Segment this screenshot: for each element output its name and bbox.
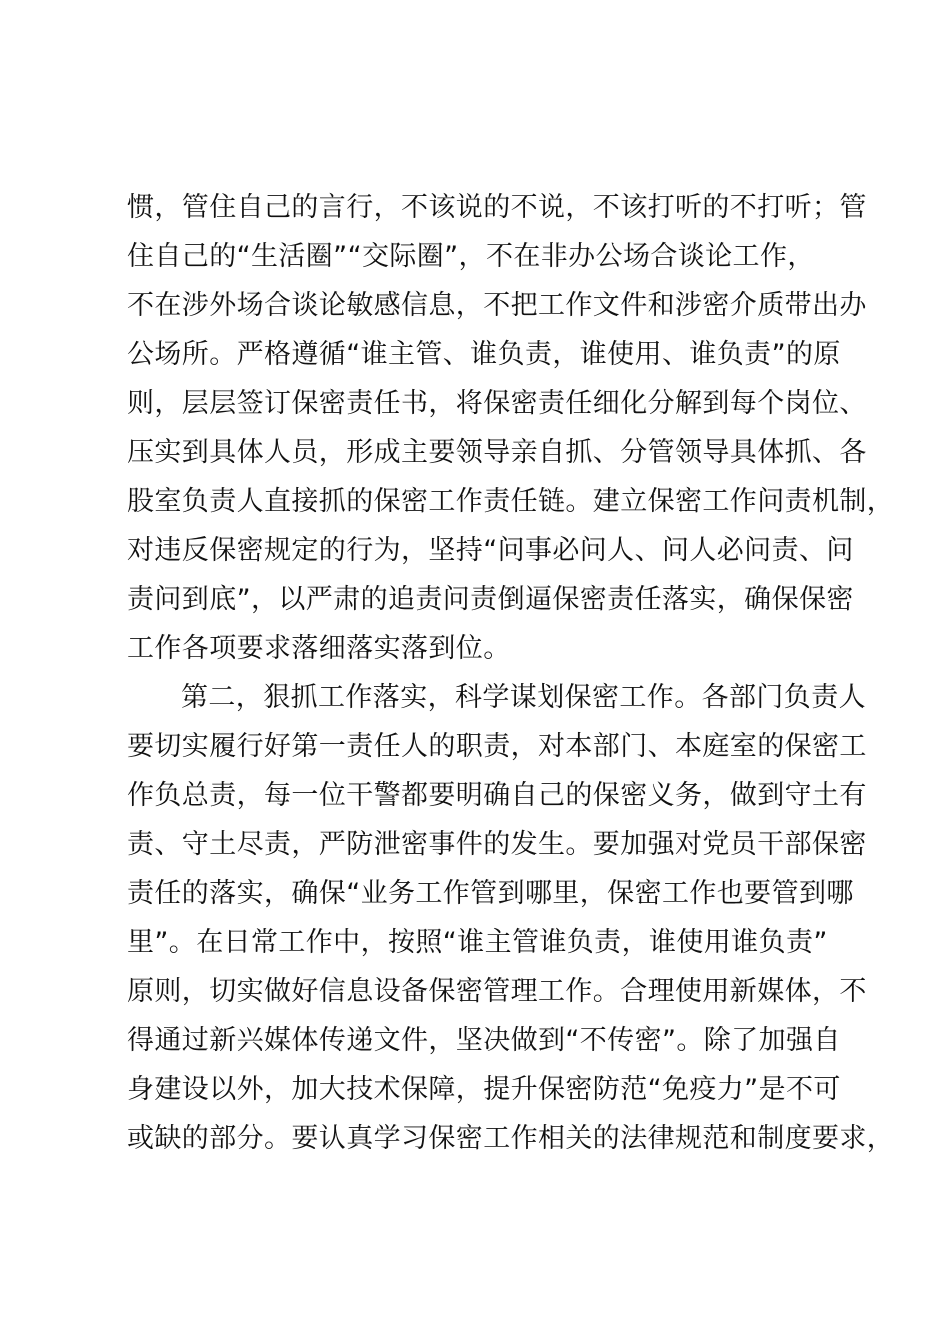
body-text — [127, 183, 895, 1163]
text-line: 公场所。严格遵循“谁主管、谁负责，谁使用、谁负责”的原 — [127, 339, 841, 370]
text-line: 里”。在日常工作中，按照“谁主管谁负责，谁使用谁负责” — [127, 927, 828, 958]
text-line: 或缺的部分。要认真学习保密工作相关的法律规范和制度要求， — [127, 1123, 895, 1154]
text-line: 惯，管住自己的言行，不该说的不说，不该打听的不打听；管 — [127, 192, 867, 223]
text-line: 责任的落实，确保“业务工作管到哪里，保密工作也要管到哪 — [127, 878, 854, 909]
text-line: 得通过新兴媒体传递文件，坚决做到“不传密”。除了加强自 — [127, 1025, 841, 1056]
text-line: 作负总责，每一位干警都要明确自己的保密义务，做到守土有 — [127, 780, 867, 811]
text-line: 压实到具体人员，形成主要领导亲自抓、分管领导具体抓、各 — [127, 437, 867, 468]
text-line: 原则，切实做好信息设备保密管理工作。合理使用新媒体，不 — [127, 976, 867, 1007]
paragraph-start-line: 第二，狠抓工作落实，科学谋划保密工作。各部门负责人 — [181, 682, 866, 713]
text-line: 对违反保密规定的行为，坚持“问事必问人、问人必问责、问 — [127, 535, 854, 566]
text-line: 身建设以外，加大技术保障，提升保密防范“免疫力”是不可 — [127, 1074, 841, 1105]
text-line: 不在涉外场合谈论敏感信息，不把工作文件和涉密介质带出办 — [127, 290, 867, 321]
text-line: 股室负责人直接抓的保密工作责任链。建立保密工作问责机制， — [127, 486, 895, 517]
text-line: 工作各项要求落细落实落到位。 — [127, 633, 511, 664]
text-line: 则，层层签订保密责任书，将保密责任细化分解到每个岗位、 — [127, 388, 867, 419]
text-line: 住自己的“生活圈”“交际圈”，不在非办公场合谈论工作， — [127, 241, 815, 272]
text-line: 责问到底”，以严肃的追责问责倒逼保密责任落实，确保保密 — [127, 584, 854, 615]
text-line: 责、守土尽责，严防泄密事件的发生。要加强对党员干部保密 — [127, 829, 867, 860]
text-line: 要切实履行好第一责任人的职责，对本部门、本庭室的保密工 — [127, 731, 867, 762]
